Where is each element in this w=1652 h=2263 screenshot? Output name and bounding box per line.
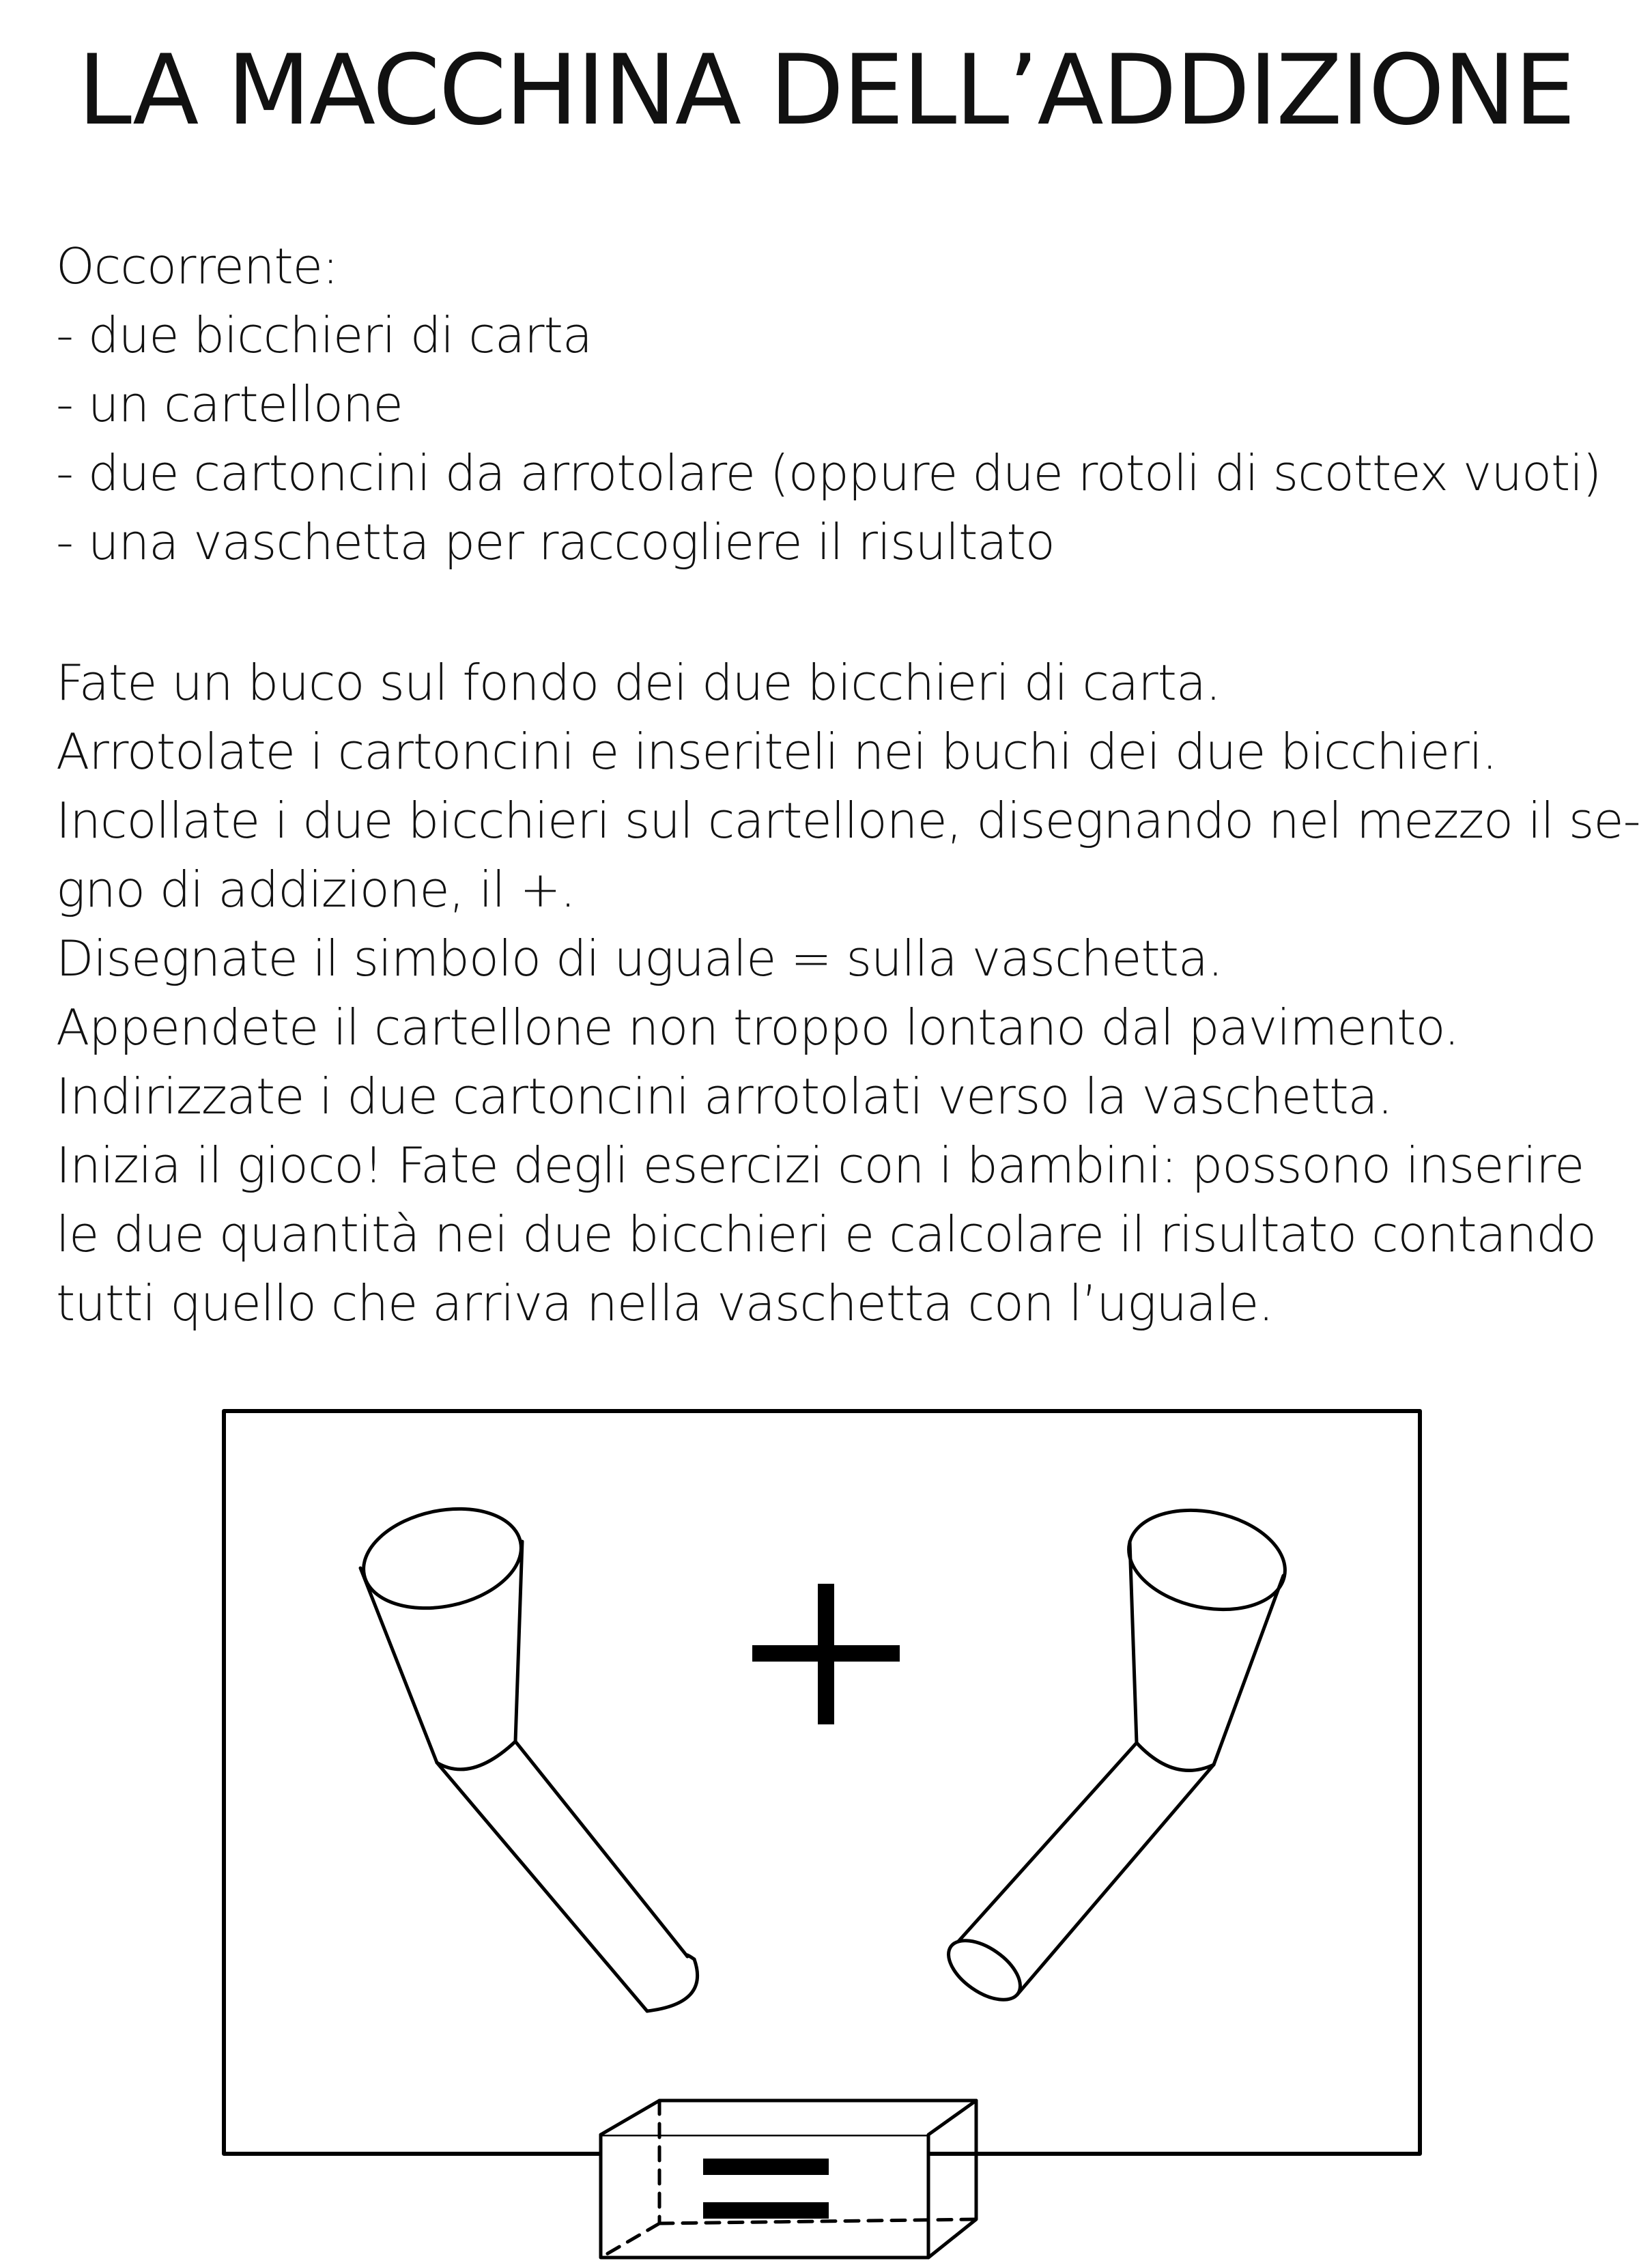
left-cup [354, 1495, 530, 1763]
instruction-line: Inizia il gioco! Fate degli esercizi con i bambini: possono inserire [56, 1137, 1584, 1194]
material-item: - un cartellone [56, 375, 403, 433]
page-title: LA MACCHINA DELL’ADDIZIONE [77, 34, 1575, 147]
right-cup [1120, 1496, 1294, 1765]
instruction-line: tutti quello che arriva nella vaschetta con l’uguale. [56, 1275, 1274, 1332]
result-basin [601, 2101, 976, 2258]
right-tube [938, 1743, 1214, 2012]
material-item: - due cartoncini da arrotolare (oppure due rotoli di scottex vuoti) [56, 444, 1601, 502]
instruction-line: Appendete il cartellone non troppo lontano dal pavimento. [56, 999, 1459, 1056]
instruction-line: gno di addizione, il +. [56, 861, 575, 918]
instruction-line: Fate un buco sul fondo dei due bicchieri di carta. [56, 654, 1221, 711]
left-tube [437, 1741, 698, 2011]
plus-icon [752, 1584, 900, 1724]
instruction-line: Arrotolate i cartoncini e inseriteli nei buchi dei due bicchieri. [56, 723, 1497, 780]
instruction-line: le due quantità nei due bicchieri e calcolare il risultato contando [56, 1206, 1596, 1263]
instruction-line: Incollate i due bicchieri sul cartellone, disegnando nel mezzo il se- [56, 792, 1640, 849]
instruction-line: Indirizzate i due cartoncini arrotolati verso la vaschetta. [56, 1068, 1393, 1125]
instruction-line: Disegnate il simbolo di uguale = sulla vaschetta. [56, 930, 1223, 987]
materials-heading: Occorrente: [56, 238, 339, 295]
material-item: - una vaschetta per raccogliere il risultato [56, 513, 1055, 571]
material-item: - due bicchieri di carta [56, 307, 592, 364]
